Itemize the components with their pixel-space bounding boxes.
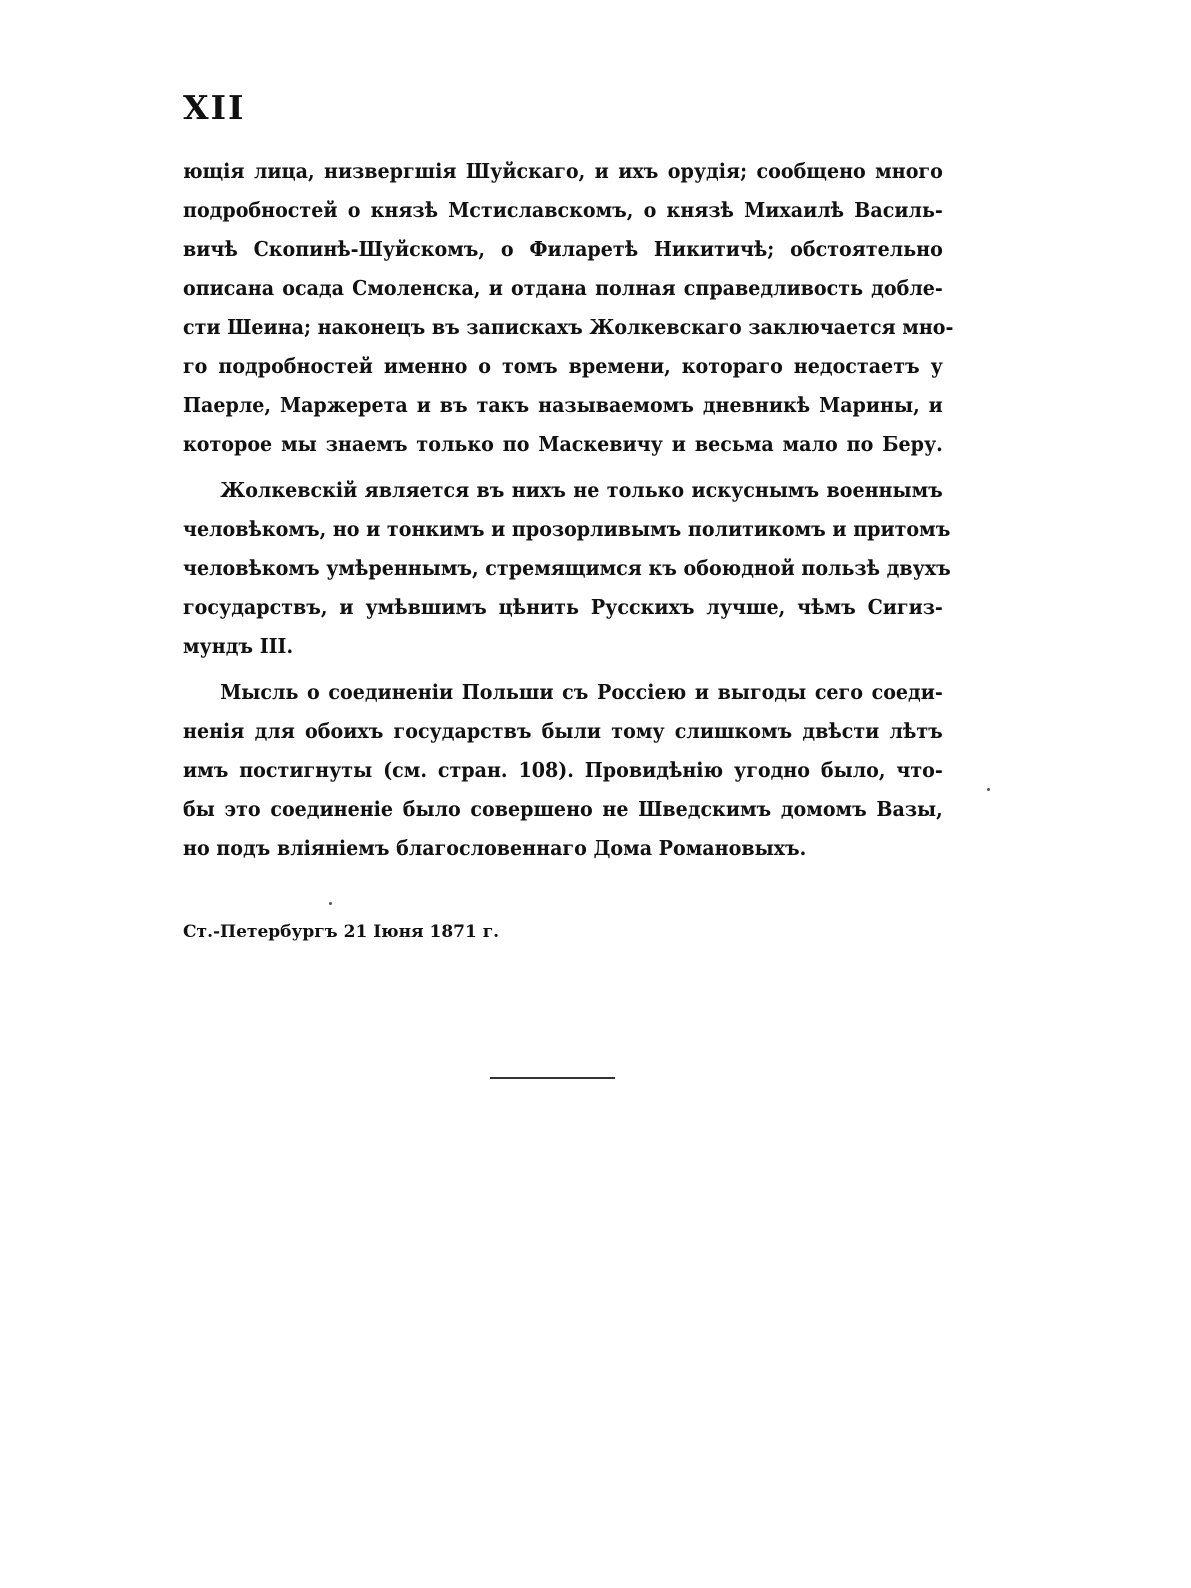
text-line: сти Шеина; наконецъ въ запискахъ Жолкевскаго заключается мно- — [183, 315, 954, 339]
scan-speck — [987, 788, 990, 791]
text-line: которое мы знаемъ только по Маскевичу и весьма мало по Беру. — [183, 432, 943, 456]
text-line: Жолкевскій является въ нихъ не только искуснымъ военнымъ — [220, 478, 943, 502]
text-line: имъ постигнуты (см. стран. 108). Провидѣнію угодно было, что- — [183, 758, 943, 782]
decorative-rule — [490, 1077, 615, 1079]
paragraph-2 — [183, 471, 951, 666]
text-line: Паерле, Маржерета и въ такъ называемомъ дневникѣ Марины, и — [183, 393, 943, 417]
text-line: Мысль о соединеніи Польши съ Россіею и выгоды сего соеди- — [220, 680, 943, 704]
text-line: человѣкомъ, но и тонкимъ и прозорливымъ политикомъ и притомъ — [183, 517, 951, 541]
text-line: ненія для обоихъ государствъ были тому слишкомъ двѣсти лѣтъ — [183, 719, 943, 743]
text-line: бы это соединеніе было совершено не Шведскимъ домомъ Вазы, — [183, 797, 943, 821]
scan-speck — [329, 902, 332, 905]
text-line: человѣкомъ умѣреннымъ, стремящимся къ обоюдной пользѣ двухъ — [183, 556, 951, 580]
text-line: государствъ, и умѣвшимъ цѣнить Русскихъ лучше, чѣмъ Сигиз- — [183, 595, 943, 619]
text-line: но подъ вліяніемъ благословеннаго Дома Романовыхъ. — [183, 836, 807, 860]
text-line: описана осада Смоленска, и отдана полная справедливость добле- — [183, 276, 943, 300]
signature-line: Ст.-Петербургъ 21 Іюня 1871 г. — [183, 922, 500, 942]
text-line: вичѣ Скопинѣ-Шуйскомъ, о Филаретѣ Никитичѣ; обстоятельно — [183, 237, 943, 261]
text-line: го подробностей именно о томъ времени, котораго недостаетъ у — [183, 354, 943, 378]
paragraph-3 — [183, 673, 943, 868]
text-line: ющія лица, низвергшія Шуйскаго, и ихъ орудія; сообщено много — [183, 159, 943, 183]
body-text — [183, 152, 954, 868]
page-number: XII — [183, 88, 246, 127]
text-line: подробностей о князѣ Мстиславскомъ, о князѣ Михаилѣ Василь- — [183, 198, 943, 222]
paragraph-1 — [183, 152, 954, 464]
text-line: мундъ III. — [183, 634, 294, 658]
